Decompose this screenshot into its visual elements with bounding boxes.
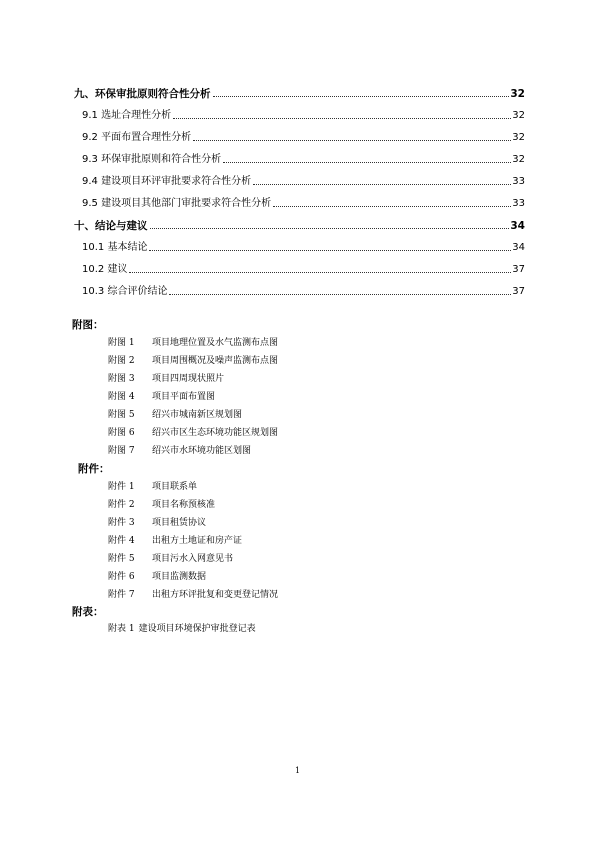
attachment-number: 附件 7 <box>108 590 135 600</box>
toc-leader <box>223 161 511 163</box>
toc-page: 34 <box>512 242 525 253</box>
attachment-number: 附件 2 <box>108 500 135 510</box>
figure-number: 附图 6 <box>108 428 135 438</box>
attachment-item <box>72 478 522 496</box>
toc-leader <box>169 293 511 295</box>
attachment-desc: 项目污水入网意见书 <box>152 554 234 564</box>
toc-title: 9.1 选址合理性分析 <box>82 110 172 121</box>
toc-page: 33 <box>512 176 525 187</box>
figure-item <box>72 334 522 352</box>
toc-leader <box>253 183 511 185</box>
attachment-item <box>72 550 522 568</box>
toc-page: 34 <box>510 220 525 232</box>
toc-leader <box>129 271 511 273</box>
page-number: 1 <box>294 766 301 775</box>
figure-number: 附图 5 <box>108 410 135 420</box>
table-of-contents <box>74 78 525 298</box>
attachment-item <box>72 586 522 604</box>
figure-desc: 绍兴市城南新区规划图 <box>152 410 243 420</box>
toc-page: 32 <box>512 154 525 165</box>
attachment-desc: 项目租赁协议 <box>152 518 207 528</box>
figure-number: 附图 7 <box>108 446 135 456</box>
attachment-number: 附件 4 <box>108 536 135 546</box>
attachment-item <box>72 568 522 586</box>
toc-page: 37 <box>512 286 525 297</box>
attachment-desc: 项目监测数据 <box>152 572 207 582</box>
toc-entry[interactable] <box>74 188 525 210</box>
figure-desc: 项目周围概况及噪声监测布点图 <box>152 356 279 366</box>
figure-item <box>72 388 522 406</box>
figure-desc: 绍兴市区生态环境功能区规划图 <box>152 428 279 438</box>
figure-number: 附图 2 <box>108 356 135 366</box>
toc-entry[interactable] <box>74 166 525 188</box>
figure-number: 附图 4 <box>108 392 135 402</box>
attachment-number: 附件 6 <box>108 572 135 582</box>
toc-page: 32 <box>510 88 525 100</box>
toc-entry[interactable] <box>74 144 525 166</box>
table-item <box>72 620 522 638</box>
figure-desc: 项目地理位置及水气监测布点图 <box>152 338 279 348</box>
toc-page: 32 <box>512 110 525 121</box>
toc-entry[interactable] <box>74 122 525 144</box>
toc-leader <box>150 227 510 229</box>
attachment-item <box>72 496 522 514</box>
figures-heading: 附图： <box>72 319 104 331</box>
toc-title: 10.1 基本结论 <box>82 242 148 253</box>
toc-leader <box>193 139 511 141</box>
figure-item <box>72 442 522 460</box>
toc-title: 9.3 环保审批原则和符合性分析 <box>82 154 222 165</box>
figure-desc: 项目平面布置图 <box>152 392 216 402</box>
toc-title: 十、结论与建议 <box>74 220 148 232</box>
attachment-desc: 出租方土地证和房产证 <box>152 536 243 546</box>
toc-entry[interactable] <box>74 210 525 232</box>
figure-item <box>72 352 522 370</box>
attachment-number: 附件 5 <box>108 554 135 564</box>
table-desc: 建设项目环境保护审批登记表 <box>138 624 256 634</box>
figure-item <box>72 406 522 424</box>
attachment-item <box>72 514 522 532</box>
figure-item <box>72 424 522 442</box>
table-number: 附表 1 <box>108 624 135 634</box>
toc-leader <box>173 117 511 119</box>
toc-entry[interactable] <box>74 276 525 298</box>
toc-title: 9.2 平面布置合理性分析 <box>82 132 192 143</box>
toc-title: 9.5 建设项目其他部门审批要求符合性分析 <box>82 198 272 209</box>
attachment-number: 附件 3 <box>108 518 135 528</box>
toc-page: 33 <box>512 198 525 209</box>
figure-desc: 绍兴市水环境功能区划图 <box>152 446 252 456</box>
toc-title: 9.4 建设项目环评审批要求符合性分析 <box>82 176 252 187</box>
attachment-desc: 项目名称预核准 <box>152 500 216 510</box>
toc-leader <box>213 95 510 97</box>
figure-number: 附图 3 <box>108 374 135 384</box>
toc-leader <box>273 205 511 207</box>
toc-leader <box>149 249 511 251</box>
toc-title: 10.3 综合评价结论 <box>82 286 168 297</box>
attachment-desc: 项目联系单 <box>152 482 198 492</box>
attachment-number: 附件 1 <box>108 482 135 492</box>
toc-page: 37 <box>512 264 525 275</box>
toc-title: 10.2 建议 <box>82 264 128 275</box>
attachment-item <box>72 532 522 550</box>
toc-entry[interactable] <box>74 100 525 122</box>
toc-entry[interactable] <box>74 78 525 100</box>
toc-entry[interactable] <box>74 232 525 254</box>
attachment-desc: 出租方环评批复和变更登记情况 <box>152 590 279 600</box>
toc-page: 32 <box>512 132 525 143</box>
tables-heading: 附表： <box>72 606 104 618</box>
toc-title: 九、环保审批原则符合性分析 <box>74 88 211 100</box>
toc-entry[interactable] <box>74 254 525 276</box>
figure-item <box>72 370 522 388</box>
appendix-lists <box>72 316 522 638</box>
figure-number: 附图 1 <box>108 338 135 348</box>
figure-desc: 项目四周现状照片 <box>152 374 225 384</box>
attachments-heading: 附件： <box>78 463 110 475</box>
